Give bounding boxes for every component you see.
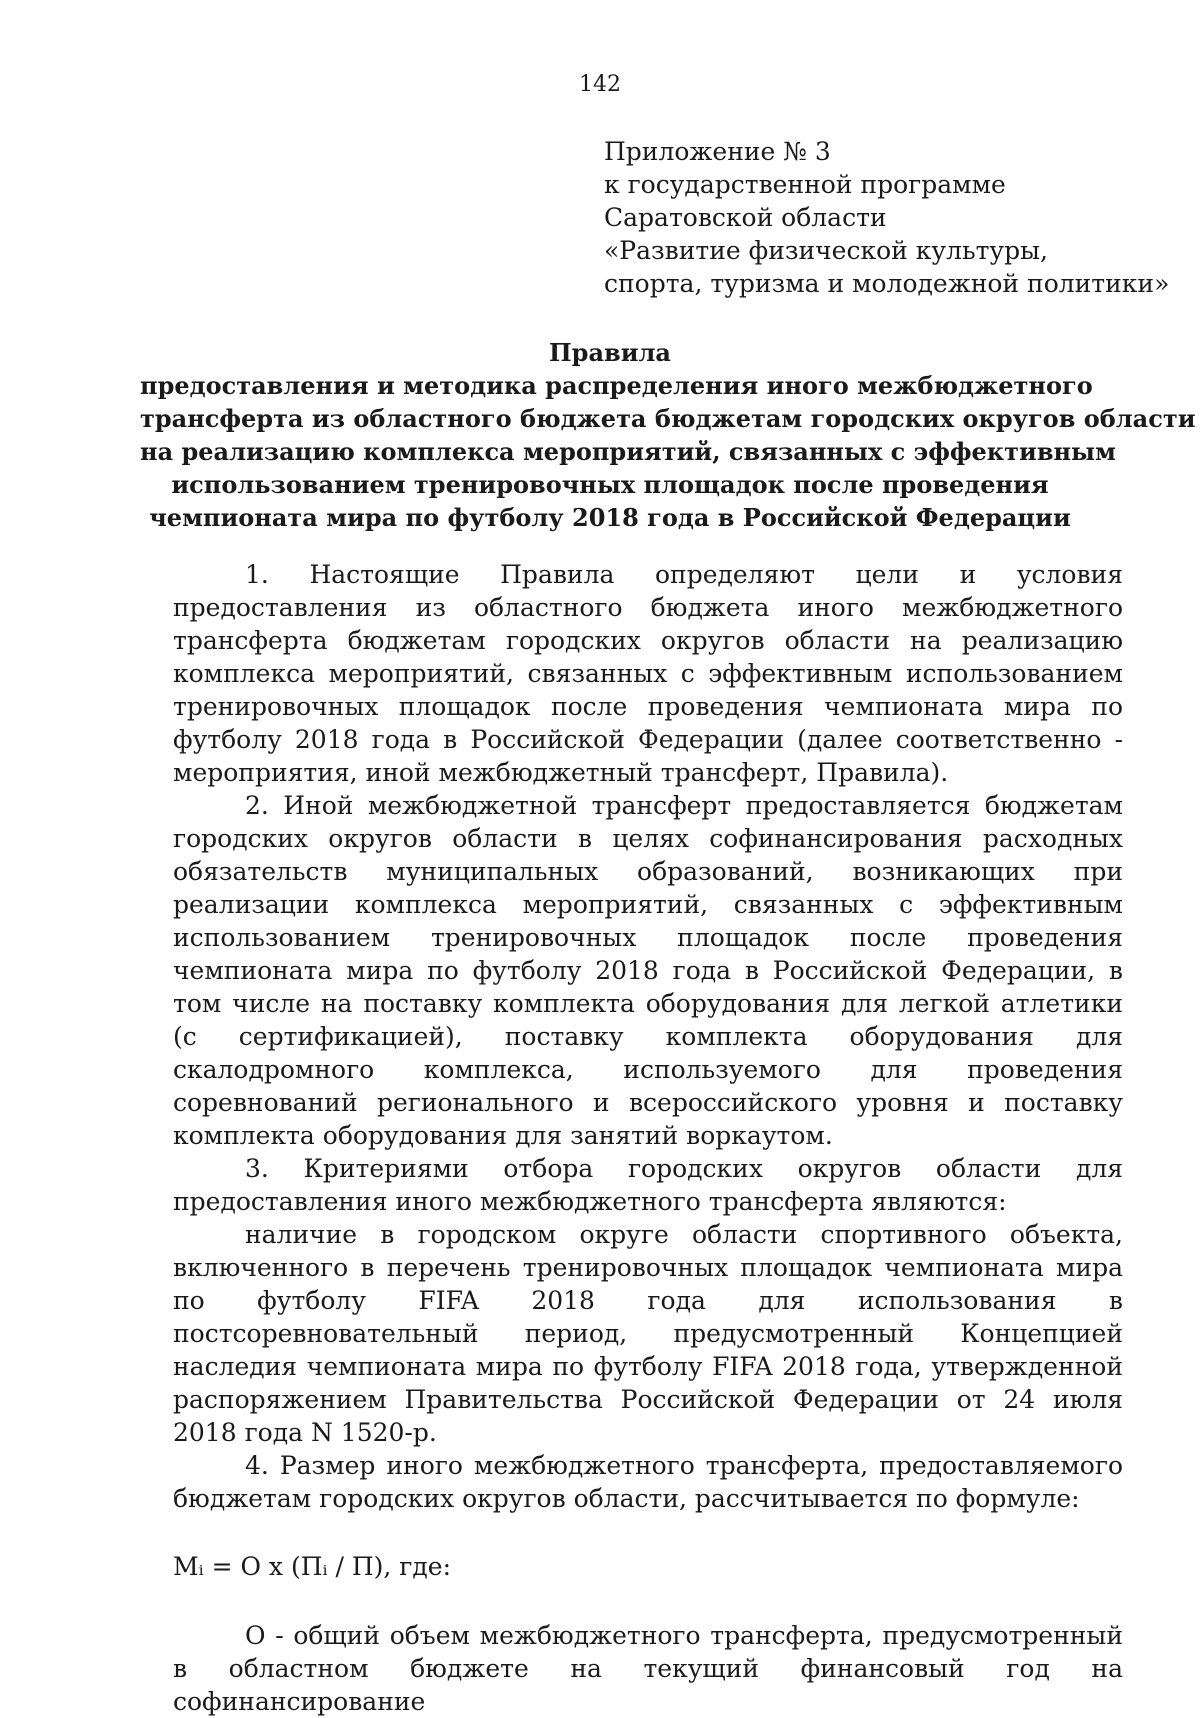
paragraph-5: О - общий объем межбюджетного трансферта, предусмотренный в областном бюджете на текущий финансовый год на софинансирование [173, 1621, 1123, 1716]
paragraph-3: 3. Критериями отбора городских округов области для предоставления иного межбюджетного трансферта являются: [173, 1154, 1123, 1216]
document-title [140, 336, 1196, 534]
appendix-line: к государственной программе [604, 170, 1006, 199]
paragraph-1: 1. Настоящие Правила определяют цели и условия предоставления из областного бюджета иного межбюджетного трансферта бюджетам городских округов области на реализацию комплекса мероприятий, связанных с эффективным использованием тренировочных площадок после проведения чемпионата мира по футболу 2018 года в Российской Федерации (далее соответственно - мероприятия, иной межбюджетный трансферт, Правила). [173, 560, 1123, 787]
paragraph-3-criterion: наличие в городском округе области спортивного объекта, включенного в перечень тренировочных площадок чемпионата мира по футболу FIFA 2018 года для использования в постсоревновательный период, предусмотренный Концепцией наследия чемпионата мира по футболу FIFA 2018 года, утвержденной распоряжением Правительства Российской Федерации от 24 июля 2018 года N 1520-р. [173, 1220, 1123, 1447]
paragraph-2: 2. Иной межбюджетной трансферт предоставляется бюджетам городских округов области в целях софинансирования расходных обязательств муниципальных образований, возникающих при реализации комплекса мероприятий, связанных с эффективным использованием тренировочных площадок после проведения чемпионата мира по футболу 2018 года в Российской Федерации, в том числе на поставку комплекта оборудования для легкой атлетики (с сертификацией), поставку комплекта оборудования для скалодромного комплекса, используемого для проведения соревнований регионального и всероссийского уровня и поставку комплекта оборудования для занятий воркаутом. [173, 791, 1123, 1150]
document-body [173, 558, 1123, 1718]
title-line: на реализацию комплекса мероприятий, связанных с эффективным [140, 437, 1116, 466]
title-line: чемпионата мира по футболу 2018 года в Российской Федерации [149, 503, 1071, 532]
title-line: трансферта из областного бюджета бюджетам городских округов области [140, 404, 1196, 433]
title-heading: Правила [549, 338, 671, 367]
title-line: предоставления и методика распределения иного межбюджетного [140, 371, 1093, 400]
appendix-line: «Развитие физической культуры, [604, 236, 1048, 265]
appendix-reference [604, 135, 1169, 300]
appendix-line: Приложение № 3 [604, 137, 831, 166]
appendix-line: спорта, туризма и молодежной политики» [604, 269, 1170, 298]
title-line: использованием тренировочных площадок после проведения [171, 470, 1049, 499]
paragraph-4: 4. Размер иного межбюджетного трансферта, предоставляемого бюджетам городских округов области, рассчитывается по формуле: [173, 1451, 1123, 1513]
formula: Mᵢ = О х (Пᵢ / П), где: [173, 1552, 452, 1581]
page-number: 142 [579, 72, 621, 97]
appendix-line: Саратовской области [604, 203, 887, 232]
